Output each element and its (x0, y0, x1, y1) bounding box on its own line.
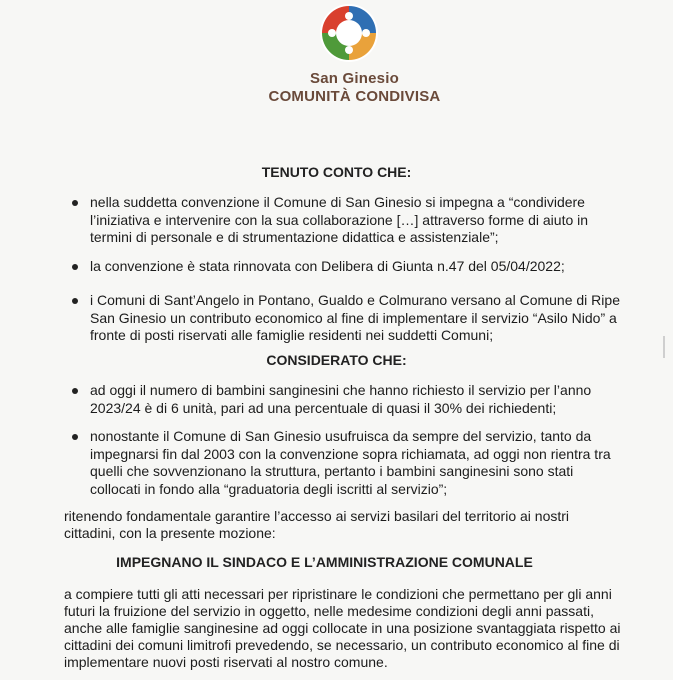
community-people-circle-logo (318, 2, 380, 64)
list-item (90, 428, 620, 498)
list-item-text: nonostante il Comune di San Ginesio usufruisca da sempre del servizio, tanto da impegnarsi fin dal 2003 con la convenzione sopra richiamata, ad oggi non rientra tra quelli che sovvenzionano la struttura, pertanto i bambini sanginesini sono stati collocati in fondo alla “graduatoria degli iscritti al servizio”; (90, 428, 611, 497)
list-item (90, 258, 620, 276)
org-name: San Ginesio (310, 70, 399, 87)
bullet-icon (72, 434, 78, 440)
list-item-text: nella suddetta convenzione il Comune di San Ginesio si impegna a “condividere l’iniziativa e intervenire con la sua collaborazione […] attraverso forme di aiuto in termini di personale e di strumentazione didattica e assistenziale”; (90, 194, 589, 245)
list-item-text: i Comuni di Sant’Angelo in Pontano, Gualdo e Colmurano versano al Comune di Ripe San Ginesio un contributo economico al fine di implementare il servizio “Asilo Nido” a fronte di posti riservati alle famiglie residenti nei suddetti Comuni; (90, 292, 620, 343)
section-title-considerato: CONSIDERATO CHE: (266, 352, 407, 368)
bullet-icon (72, 388, 78, 394)
bullet-icon (72, 298, 78, 304)
scan-margin-mark (663, 336, 665, 358)
list-item (90, 292, 620, 345)
list-item (90, 194, 620, 247)
list-item (90, 382, 620, 417)
section-title-impegnano: IMPEGNANO IL SINDACO E L’AMMINISTRAZIONE COMUNALE (116, 554, 533, 570)
bullet-icon (72, 264, 78, 270)
org-subtitle: COMUNITÀ CONDIVISA (268, 88, 441, 105)
bullet-icon (72, 200, 78, 206)
final-paragraph: a compiere tutti gli atti necessari per ripristinare le condizioni che permettano per gli anni futuri la fruizione del servizio in oggetto, nelle medesime condizioni degli anni passati, anche alle famiglie sanginesine ad oggi collocate in una posizione svantaggiata rispetto ai cittadini dei comuni limitrofi prevedendo, se necessario, un contributo economico al fine di implementare nuovi posti riservati al nostro comune. (64, 586, 621, 670)
ritenendo-paragraph: ritenendo fondamentale garantire l’accesso ai servizi basilari del territorio ai nostri cittadini, con la presente mozione: (64, 508, 570, 541)
list-item-text: la convenzione è stata rinnovata con Delibera di Giunta n.47 del 05/04/2022; (90, 258, 565, 274)
section-title-tenuto-conto: TENUTO CONTO CHE: (261, 164, 412, 180)
list-item-text: ad oggi il numero di bambini sanginesini che hanno richiesto il servizio per l’anno 2023/24 è di 6 unità, pari ad una percentuale di quasi il 30% dei richiedenti; (90, 382, 592, 416)
